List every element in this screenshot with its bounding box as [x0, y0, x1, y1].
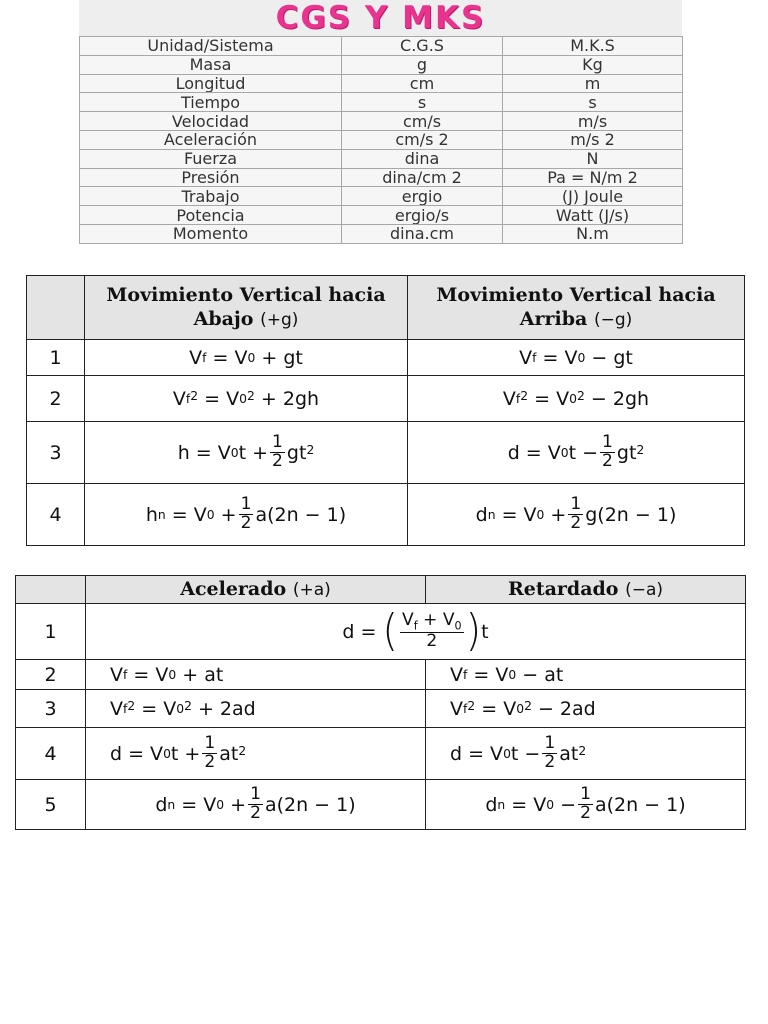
units-cell: dina.cm [342, 224, 503, 243]
header-down: Movimiento Vertical hacia Abajo (+g) [85, 276, 408, 340]
vertical-motion-table [26, 275, 745, 546]
units-cell: Momento [80, 224, 342, 243]
units-row [80, 112, 683, 131]
header-up: Movimiento Vertical hacia Arriba (−g) [408, 276, 745, 340]
units-cell: Unidad/Sistema [80, 37, 342, 56]
row-number: 4 [27, 484, 85, 546]
units-cell: Aceleración [80, 130, 342, 149]
units-cell: Fuerza [80, 149, 342, 168]
formula-cell: V f = V 0 + gt [85, 340, 408, 376]
units-cell: Presión [80, 168, 342, 187]
units-row [80, 187, 683, 206]
units-cell: Trabajo [80, 187, 342, 206]
row-number: 3 [27, 422, 85, 484]
row-number: 5 [16, 780, 86, 830]
formula-cell: V f $^2$ = V 0 $^2$ − 2ad [426, 690, 746, 728]
units-row [80, 168, 683, 187]
units-cell: Masa [80, 55, 342, 74]
units-cell: N [503, 149, 683, 168]
units-cell: cm/s 2 [342, 130, 503, 149]
formula-cell: d = V 0 t − $\frac{1}{2}$ gt $^2$ [408, 422, 745, 484]
units-cell: m [503, 74, 683, 93]
formula-cell: d = ( $\frac{V_f + V_0}{2}$ ) t [86, 604, 746, 660]
formula-cell: V f $^2$ = V 0 $^2$ − 2gh [408, 376, 745, 422]
units-cell: s [342, 93, 503, 112]
units-cell: Kg [503, 55, 683, 74]
units-cell: dina/cm 2 [342, 168, 503, 187]
units-row [80, 149, 683, 168]
units-title: CGS Y MKS [79, 0, 682, 36]
units-table-image [79, 0, 682, 244]
units-cell: ergio/s [342, 206, 503, 225]
header-decelerated: Retardado (−a) [426, 576, 746, 604]
units-row [80, 55, 683, 74]
formula-cell: h n = V 0 + $\frac{1}{2}$ a(2n − 1) [85, 484, 408, 546]
units-cell: dina [342, 149, 503, 168]
units-row [80, 93, 683, 112]
header-accelerated: Acelerado (+a) [86, 576, 426, 604]
units-cell: Longitud [80, 74, 342, 93]
units-row [80, 130, 683, 149]
corner-cell [27, 276, 85, 340]
row-number: 2 [16, 660, 86, 690]
formula-cell: d = V 0 t − $\frac{1}{2}$ at $^2$ [426, 728, 746, 780]
row-number: 1 [16, 604, 86, 660]
units-cell: s [503, 93, 683, 112]
units-cell: Velocidad [80, 112, 342, 131]
formula-cell: d n = V 0 + $\frac{1}{2}$ g(2n − 1) [408, 484, 745, 546]
formula-cell: h = V 0 t + $\frac{1}{2}$ gt $^2$ [85, 422, 408, 484]
units-cell: ergio [342, 187, 503, 206]
formula-cell: V f $^2$ = V 0 $^2$ + 2gh [85, 376, 408, 422]
formula-cell: d n = V 0 + $\frac{1}{2}$ a(2n − 1) [86, 780, 426, 830]
units-cell: Pa = N/m 2 [503, 168, 683, 187]
units-cell: cm/s [342, 112, 503, 131]
units-table [79, 36, 683, 244]
formula-cell: V f $^2$ = V 0 $^2$ + 2ad [86, 690, 426, 728]
row-number: 4 [16, 728, 86, 780]
row-number: 2 [27, 376, 85, 422]
units-row [80, 224, 683, 243]
row-number: 3 [16, 690, 86, 728]
formula-cell: d n = V 0 − $\frac{1}{2}$ a(2n − 1) [426, 780, 746, 830]
units-cell: cm [342, 74, 503, 93]
units-cell: Potencia [80, 206, 342, 225]
formula-cell: V f = V 0 + at [86, 660, 426, 690]
units-row [80, 74, 683, 93]
units-cell: C.G.S [342, 37, 503, 56]
acceleration-table [15, 575, 746, 830]
units-cell: m/s 2 [503, 130, 683, 149]
formula-cell: d = V 0 t + $\frac{1}{2}$ at $^2$ [86, 728, 426, 780]
units-cell: N.m [503, 224, 683, 243]
units-cell: Tiempo [80, 93, 342, 112]
units-cell: m/s [503, 112, 683, 131]
corner-cell [16, 576, 86, 604]
row-number: 1 [27, 340, 85, 376]
formula-cell: V f = V 0 − gt [408, 340, 745, 376]
units-row [80, 206, 683, 225]
units-cell: M.K.S [503, 37, 683, 56]
units-cell: (J) Joule [503, 187, 683, 206]
formula-cell: V f = V 0 − at [426, 660, 746, 690]
units-cell: Watt (J/s) [503, 206, 683, 225]
units-cell: g [342, 55, 503, 74]
units-header-row [80, 37, 683, 56]
